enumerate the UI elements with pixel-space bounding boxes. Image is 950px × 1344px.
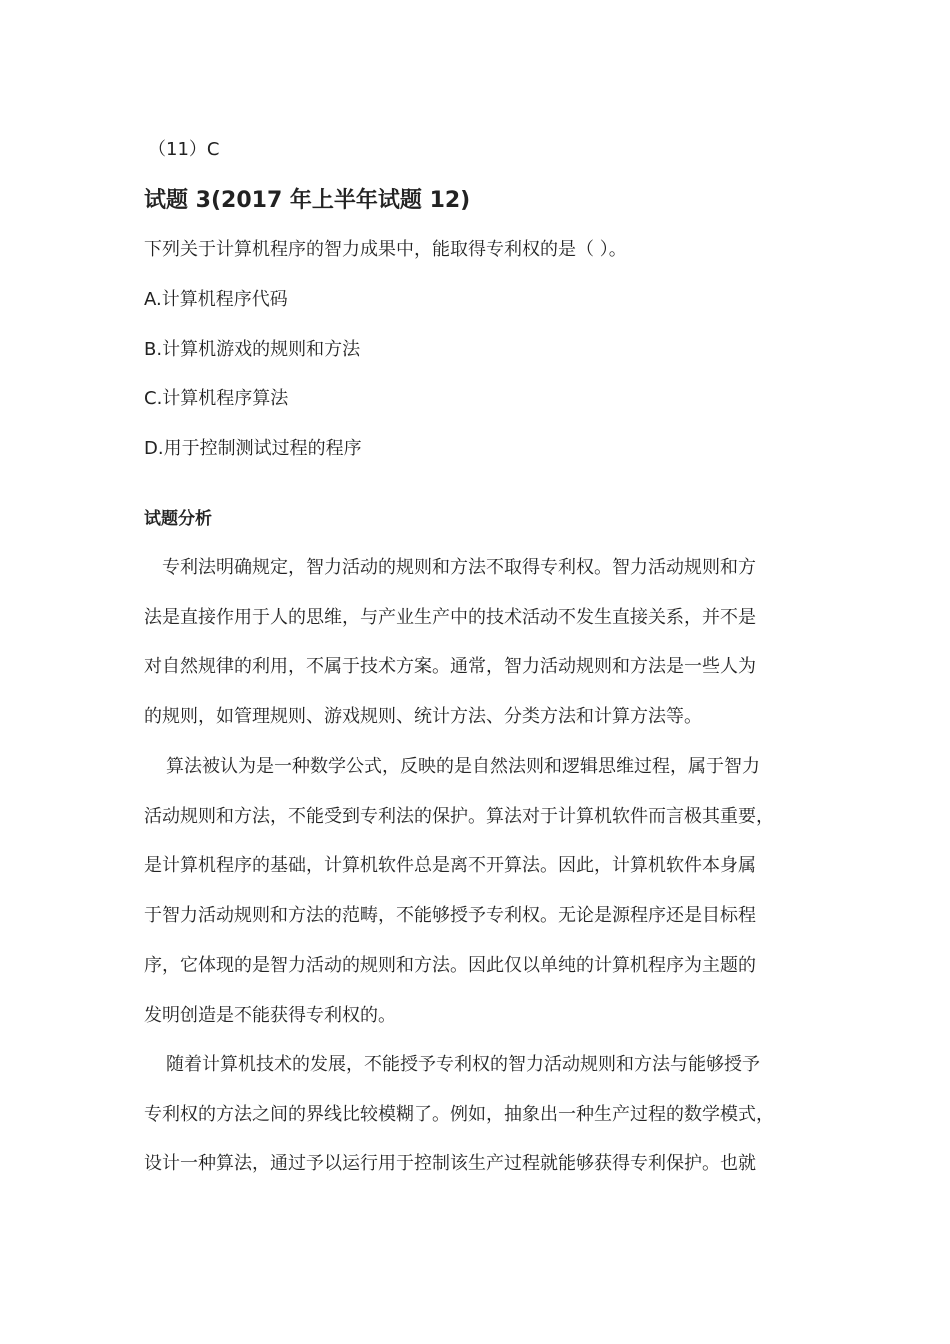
analysis-paragraph-1 xyxy=(144,543,808,742)
question-title: 试题 3(2017 年上半年试题 12) xyxy=(144,188,471,213)
paragraph-line: 是计算机程序的基础，计算机软件总是离不开算法。因此，计算机软件本身属 xyxy=(144,855,756,877)
previous-answer: （11）C xyxy=(148,139,220,160)
paragraph-line: 序，它体现的是智力活动的规则和方法。因此仅以单纯的计算机程序为主题的 xyxy=(144,954,756,976)
paragraph-line: 设计一种算法，通过予以运行用于控制该生产过程就能够获得专利保护。也就 xyxy=(144,1153,756,1175)
paragraph-line: 活动规则和方法，不能受到专利法的保护。算法对于计算机软件而言极其重要， xyxy=(144,805,774,827)
analysis-paragraph-2 xyxy=(144,742,808,1040)
question-text: 下列关于计算机程序的智力成果中，能取得专利权的是（ ）。 xyxy=(144,239,627,260)
paragraph-line: 的规则，如管理规则、游戏规则、统计方法、分类方法和计算方法等。 xyxy=(144,706,702,728)
paragraph-line: 发明创造是不能获得专利权的。 xyxy=(144,1004,396,1026)
analysis-paragraph-3 xyxy=(144,1040,808,1189)
analysis-heading: 试题分析 xyxy=(144,509,212,529)
paragraph-line: 随着计算机技术的发展，不能授予专利权的智力活动规则和方法与能够授予 xyxy=(166,1054,760,1075)
paragraph-line: 法是直接作用于人的思维，与产业生产中的技术活动不发生直接关系，并不是 xyxy=(144,606,756,628)
paragraph-line: 对自然规律的利用，不属于技术方案。通常，智力活动规则和方法是一些人为 xyxy=(144,656,756,678)
paragraph-line: 专利法明确规定，智力活动的规则和方法不取得专利权。智力活动规则和方 xyxy=(162,557,756,578)
option-b: B.计算机游戏的规则和方法 xyxy=(144,339,361,360)
paragraph-line: 算法被认为是一种数学公式，反映的是自然法则和逻辑思维过程，属于智力 xyxy=(166,756,760,777)
option-a: A.计算机程序代码 xyxy=(144,289,288,310)
option-c: C.计算机程序算法 xyxy=(144,388,289,409)
option-d: D.用于控制测试过程的程序 xyxy=(144,438,362,459)
paragraph-line: 专利权的方法之间的界线比较模糊了。例如，抽象出一种生产过程的数学模式， xyxy=(144,1103,774,1125)
paragraph-line: 于智力活动规则和方法的范畴，不能够授予专利权。无论是源程序还是目标程 xyxy=(144,905,756,927)
